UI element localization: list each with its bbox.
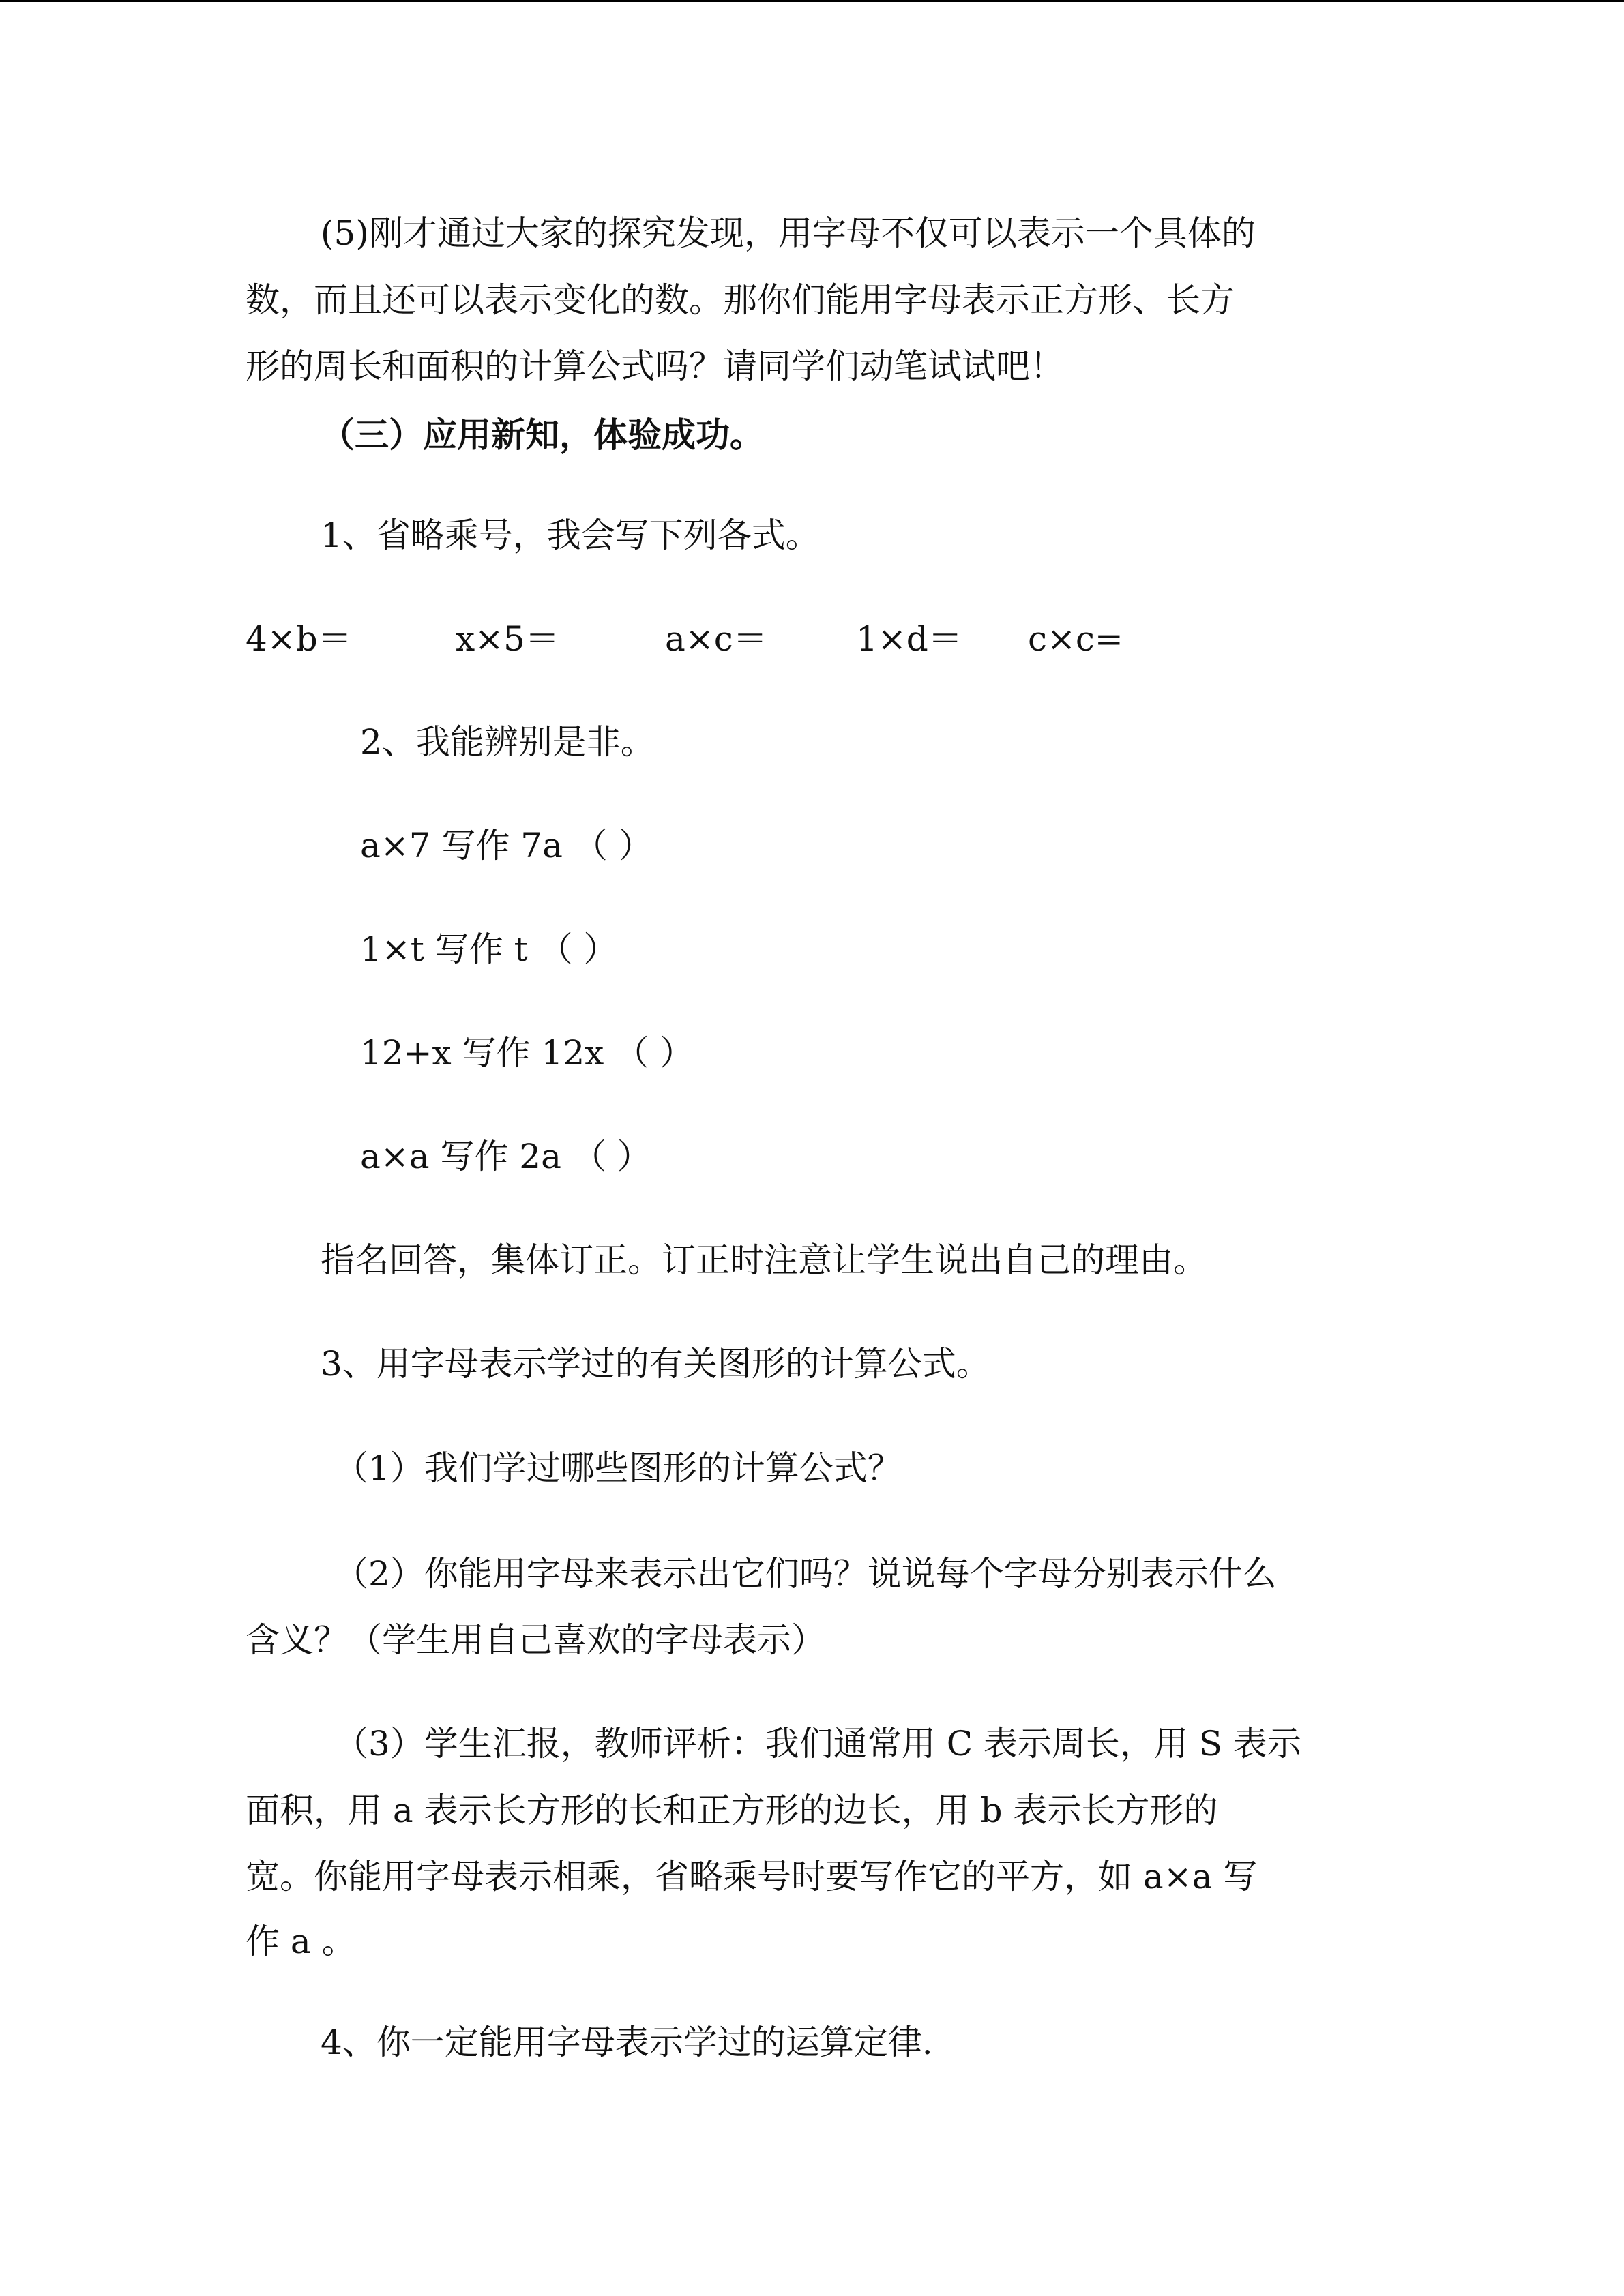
q1-expression-2: x×5＝ bbox=[456, 619, 559, 659]
q2-title: 2、我能辨别是非。 bbox=[360, 722, 655, 762]
q1-expressions-row bbox=[246, 618, 1200, 659]
q2-note: 指名回答，集体订正。订正时注意让学生说出自己的理由。 bbox=[321, 1240, 1207, 1280]
q3-part-3-line-2: 面积，用 a 表示长方形的长和正方形的边长，用 b 表示长方形的 bbox=[246, 1791, 1218, 1830]
q1-expression-3: a×c＝ bbox=[665, 619, 767, 659]
section-heading: （三）应用新知，体验成功。 bbox=[321, 415, 764, 455]
q3-part-3-line-1: （3）学生汇报，教师评析：我们通常用 C 表示周长，用 S 表示 bbox=[334, 1724, 1301, 1763]
q1-expression-4: 1×d＝ bbox=[856, 619, 962, 659]
q1-expression-5: c×c= bbox=[1028, 619, 1123, 659]
intro-line-1: (5)刚才通过大家的探究发现，用字母不仅可以表示一个具体的 bbox=[321, 213, 1256, 253]
q2-item-4: a×a 写作 2a （ ） bbox=[360, 1137, 651, 1176]
q3-part-3-line-3: 宽。你能用字母表示相乘，省略乘号时要写作它的平方，如 a×a 写 bbox=[246, 1857, 1258, 1896]
q2-item-3: 12+x 写作 12x （ ） bbox=[360, 1033, 694, 1073]
q1-title: 1、省略乘号，我会写下列各式。 bbox=[321, 516, 820, 555]
page-top-border bbox=[0, 0, 1624, 2]
q2-item-2: 1×t 写作 t （ ） bbox=[360, 929, 618, 969]
q3-title: 3、用字母表示学过的有关图形的计算公式。 bbox=[321, 1344, 990, 1384]
q3-part-1: （1）我们学过哪些图形的计算公式？ bbox=[334, 1448, 902, 1488]
q3-part-2-line-1: （2）你能用字母来表示出它们吗？说说每个字母分别表示什么 bbox=[334, 1554, 1277, 1594]
q3-part-3-line-4: 作 a 。 bbox=[246, 1922, 356, 1961]
q1-expression-1: 4×b＝ bbox=[246, 619, 352, 659]
intro-line-2: 数，而且还可以表示变化的数。那你们能用字母表示正方形、长方 bbox=[246, 280, 1235, 320]
intro-line-3: 形的周长和面积的计算公式吗？请同学们动笔试试吧！ bbox=[246, 346, 1064, 386]
q4-title: 4、你一定能用字母表示学过的运算定律. bbox=[321, 2023, 933, 2062]
q2-item-1: a×7 写作 7a （ ） bbox=[360, 826, 653, 865]
q3-part-2-line-2: 含义？（学生用自己喜欢的字母表示） bbox=[246, 1620, 825, 1660]
